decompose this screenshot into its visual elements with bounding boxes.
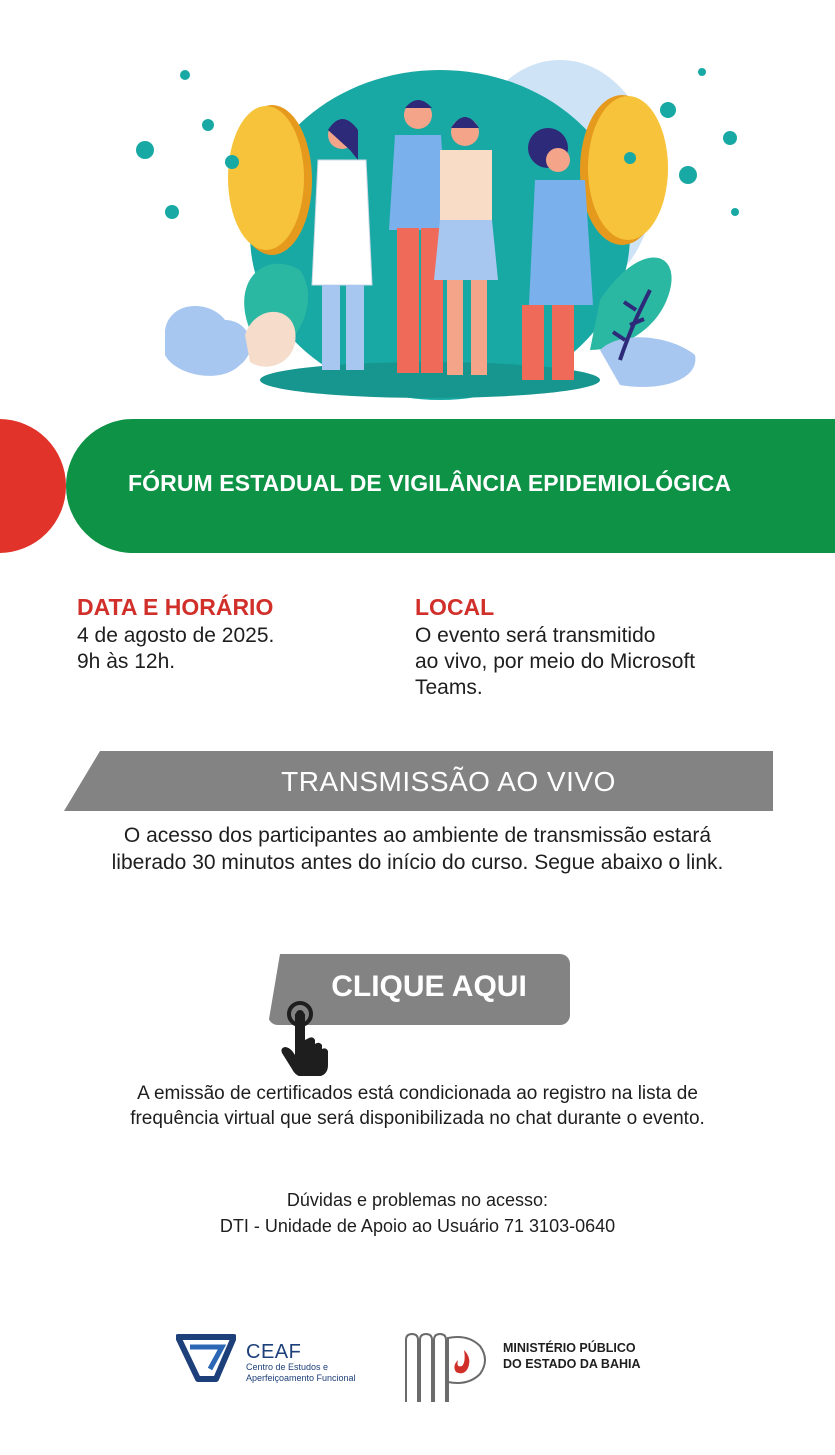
certificate-note-line-2: frequência virtual que será disponibilizada no chat durante o evento. [130, 1108, 705, 1129]
click-here-label[interactable]: CLIQUE AQUI [331, 970, 527, 1003]
access-note-line-2: liberado 30 minutos antes do início do curso. Segue abaixo o link. [111, 851, 724, 874]
ceaf-logo-icon [176, 1333, 236, 1383]
help-note-line-2: DTI - Unidade de Apoio ao Usuário 71 3103-0640 [219, 1216, 616, 1236]
live-stream-title: TRANSMISSÃO AO VIVO [281, 766, 616, 797]
coin-left [228, 106, 304, 250]
certificate-note-line-1: A emissão de certificados está condicionada ao registro na lista de [137, 1083, 698, 1104]
location-heading: LOCAL [415, 594, 495, 620]
location-line-2: ao vivo, por meio do Microsoft [415, 650, 696, 673]
figure-blue-shirt [389, 100, 447, 373]
pointing-hand-icon[interactable] [280, 1000, 332, 1076]
schedule-date: 4 de agosto de 2025. [77, 624, 275, 647]
location-line-1: O evento será transmitido [415, 624, 656, 647]
mp-name-line-2: DO ESTADO DA BAHIA [503, 1357, 641, 1371]
ceaf-subtitle-line-2: Aperfeiçoamento Funcional [246, 1373, 356, 1383]
ceaf-subtitle-line-1: Centro de Estudos e [246, 1362, 329, 1372]
schedule-heading: DATA E HORÁRIO [77, 594, 274, 620]
red-circle-decoration [0, 419, 66, 553]
ceaf-subtitle [246, 1362, 386, 1384]
mp-name-line-1: MINISTÉRIO PÚBLICO [503, 1341, 636, 1355]
location-line-3: Teams. [415, 676, 483, 699]
coin-right [588, 96, 668, 240]
access-note-line-1: O acesso dos participantes ao ambiente de transmissão estará [123, 824, 712, 847]
blue-cloud-right [600, 337, 695, 387]
health-workers-illustration [0, 0, 835, 420]
certificate-note [0, 1081, 835, 1131]
mp-name [503, 1340, 641, 1372]
mp-logo-icon [402, 1332, 494, 1404]
ceaf-name: CEAF [246, 1341, 302, 1363]
blue-cloud-left [165, 306, 251, 376]
help-note-line-1: Dúvidas e problemas no acesso: [286, 1190, 549, 1210]
event-title: FÓRUM ESTADUAL DE VIGILÂNCIA EPIDEMIOLÓGICA [128, 470, 732, 496]
schedule-time: 9h às 12h. [77, 650, 176, 673]
access-note [0, 822, 835, 876]
help-note [0, 1187, 835, 1239]
